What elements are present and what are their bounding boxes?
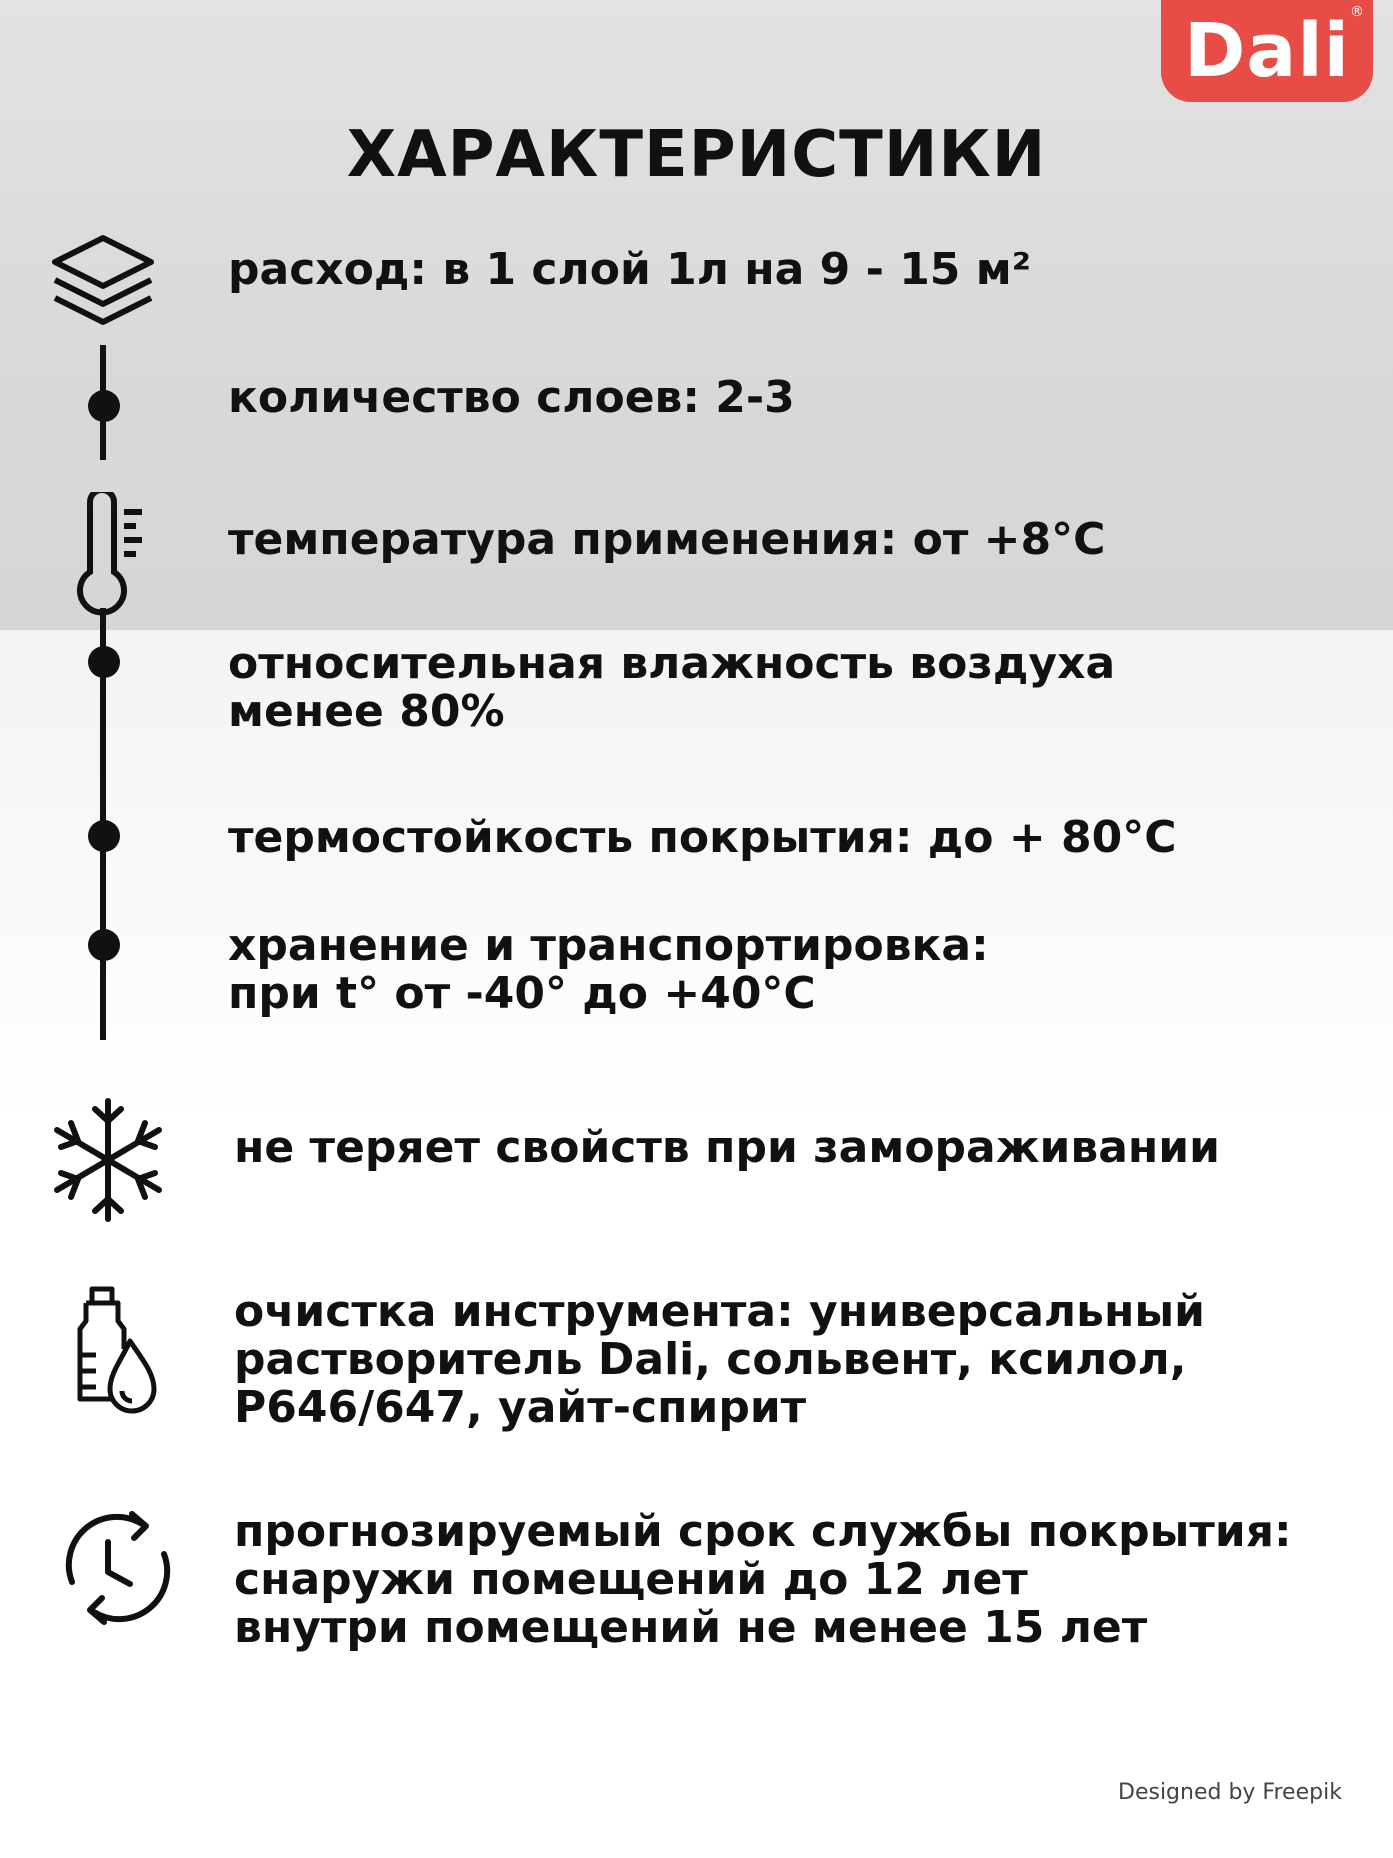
registered-mark: ®: [1350, 4, 1365, 20]
timeline-dot-heat: [88, 820, 120, 852]
spec-line: снаружи помещений до 12 лет: [234, 1554, 1028, 1605]
spec-line: прогнозируемый срок службы покрытия:: [234, 1506, 1292, 1557]
spec-storage: [228, 922, 989, 1018]
spec-line: внутри помещений не менее 15 лет: [234, 1602, 1148, 1653]
spec-humidity: [228, 640, 1115, 736]
layers-icon: [48, 230, 158, 340]
spec-line: очистка инструмента: универсальный: [234, 1286, 1205, 1337]
spec-consumption: [228, 246, 1031, 294]
solvent-bottle-icon: [76, 1285, 160, 1415]
spec-line: при t° от -40° до +40°С: [228, 968, 816, 1019]
timeline-dot-storage: [88, 929, 120, 961]
spec-line: растворитель Dali, сольвент, ксилол,: [234, 1334, 1187, 1385]
spec-frost: [234, 1124, 1220, 1172]
timeline-dot-layers: [88, 390, 120, 422]
timeline-dot-humidity: [88, 646, 120, 678]
clock-cycle-icon: [58, 1508, 178, 1628]
spec-line: количество слоев: 2-3: [228, 372, 795, 423]
design-credit: Designed by Freepik: [1118, 1780, 1342, 1805]
spec-service-life: [234, 1508, 1292, 1652]
snowflake-icon: [43, 1095, 173, 1225]
spec-line: относительная влажность воздуха: [228, 638, 1116, 689]
dali-logo: [1161, 0, 1373, 102]
spec-line: не теряет свойств при замораживании: [234, 1122, 1220, 1173]
spec-line: температура применения: от +8°С: [228, 514, 1106, 565]
page-title: ХАРАКТЕРИСТИКИ: [346, 118, 1047, 192]
spec-line: расход: в 1 слой 1л на 9 - 15 м²: [228, 244, 1031, 295]
spec-temperature: [228, 516, 1105, 564]
spec-line: менее 80%: [228, 686, 505, 737]
spec-line: термостойкость покрытия: до + 80°С: [228, 812, 1177, 863]
spec-line: Р646/647, уайт-спирит: [234, 1382, 807, 1433]
spec-heat-resistance: [228, 814, 1177, 862]
spec-cleaning: [234, 1288, 1205, 1432]
spec-layers: [228, 374, 795, 422]
logo-text: Dali: [1183, 8, 1351, 94]
spec-line: хранение и транспортировка:: [228, 920, 989, 971]
thermometer-icon: [72, 492, 152, 618]
